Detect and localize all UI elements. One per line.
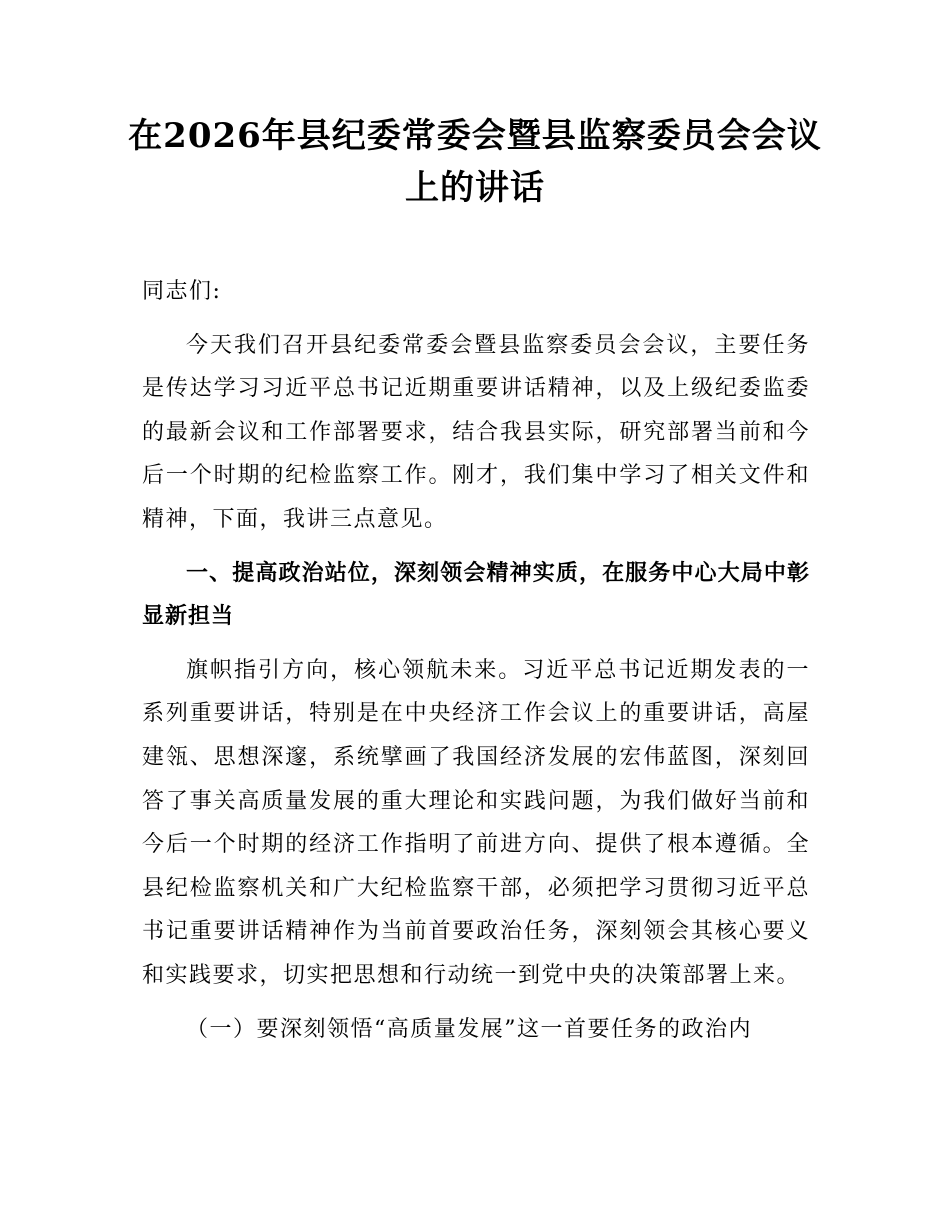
document-body	[142, 270, 810, 1061]
document-title: 在2026年县纪委常委会暨县监察委员会会议上的讲话	[128, 116, 822, 208]
section-heading: 一、提高政治站位，深刻领会精神实质，在服务中心大局中彰显新担当	[142, 560, 810, 630]
intro-paragraph: 今天我们召开县纪委常委会暨县监察委员会会议，主要任务是传达学习习近平总书记近期重要讲话精神，以及上级纪委监委的最新会议和工作部署要求，结合我县实际，研究部署当前和今后一个时期的纪检监察工作。刚才，我们集中学习了相关文件和精神，下面，我讲三点意见。	[142, 332, 810, 532]
subsection-heading: （一）要深刻领悟“高质量发展”这一首要任务的政治内	[186, 1016, 752, 1042]
salutation: 同志们:	[142, 279, 222, 304]
section-paragraph: 旗帜指引方向，核心领航未来。习近平总书记近期发表的一系列重要讲话，特别是在中央经济工作会议上的重要讲话，高屋建瓴、思想深邃，系统擘画了我国经济发展的宏伟蓝图，深刻回答了事关高质量发展的重大理论和实践问题，为我们做好当前和今后一个时期的经济工作指明了前进方向、提供了根本遵循。全县纪检监察机关和广大纪检监察干部，必须把学习贯彻习近平总书记重要讲话精神作为当前首要政治任务，深刻领会其核心要义和实践要求，切实把思想和行动统一到党中央的决策部署上来。	[142, 657, 810, 988]
